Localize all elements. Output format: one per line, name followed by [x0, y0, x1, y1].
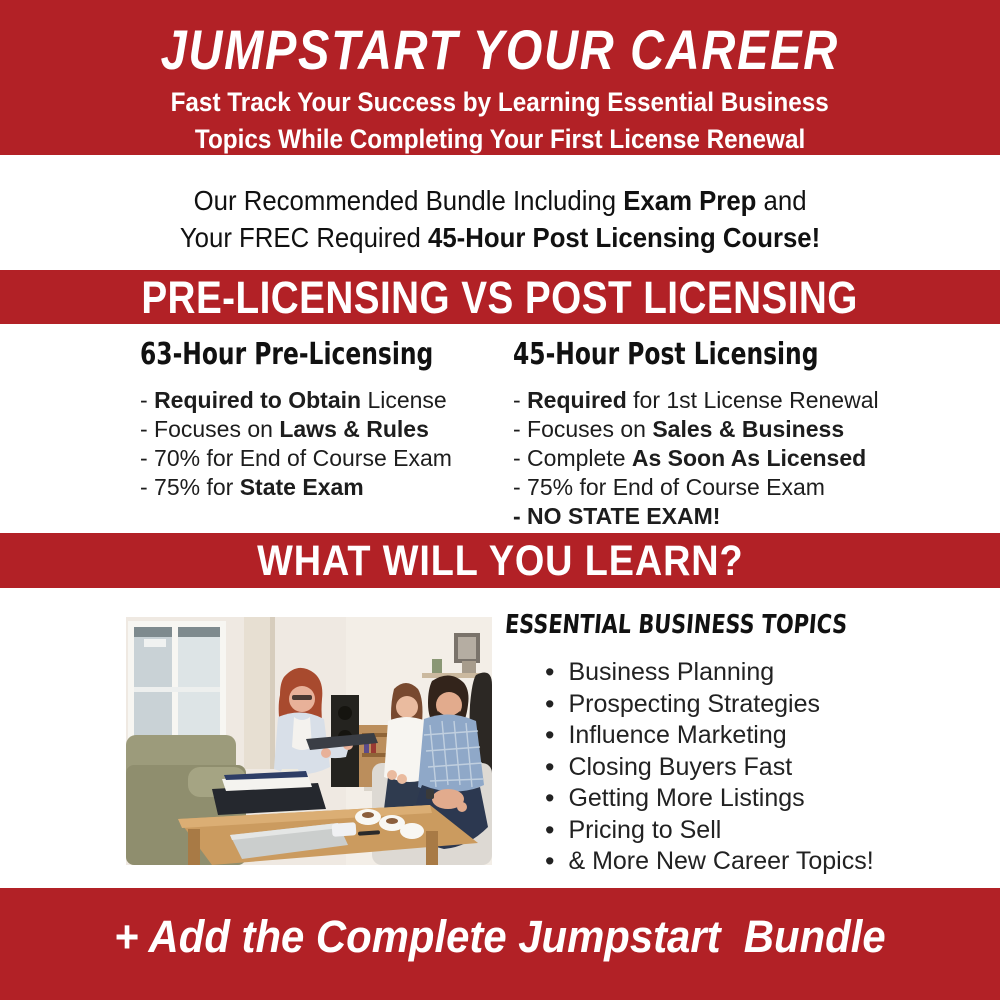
topic-item: • Prospecting Strategies	[545, 688, 985, 720]
post-licensing-heading: 45-Hour Post Licensing	[513, 337, 819, 372]
pre-licensing-list	[140, 386, 495, 502]
topics-list	[545, 656, 985, 877]
topic-item: • Influence Marketing	[545, 719, 985, 751]
bundle-line-1: Our Recommended Bundle Including Exam Prep and	[193, 185, 807, 216]
recommended-bundle-blurb	[0, 155, 1000, 270]
bundle-line-2: Your FREC Required 45-Hour Post Licensing Course!	[179, 222, 821, 253]
pre-licensing-item: - 75% for State Exam	[140, 474, 364, 500]
what-will-you-learn-banner: WHAT WILL YOU LEARN?	[0, 533, 1000, 588]
agent-meeting-photo	[126, 617, 492, 865]
post-licensing-list	[513, 386, 983, 531]
pre-licensing-heading: 63-Hour Pre-Licensing	[140, 337, 434, 372]
post-licensing-item: - Required for 1st License Renewal	[513, 387, 879, 413]
hero-title-text: JUMPSTART YOUR CAREER	[160, 18, 840, 81]
topic-item: • Closing Buyers Fast	[545, 751, 985, 783]
hero-banner	[0, 0, 1000, 155]
page-title	[0, 0, 1000, 82]
comparison-banner: PRE-LICENSING VS POST LICENSING	[0, 270, 1000, 324]
comparison-section	[0, 324, 1000, 533]
pre-licensing-item: - Required to Obtain License	[140, 387, 447, 413]
post-licensing-item: - NO STATE EXAM!	[513, 503, 721, 529]
essential-topics-block	[505, 610, 985, 877]
pre-licensing-item: - Focuses on Laws & Rules	[140, 416, 429, 442]
post-licensing-item: - 75% for End of Course Exam	[513, 474, 825, 500]
footer-cta-text: + Add the Complete Jumpstart Bundle	[114, 911, 886, 962]
topic-item: • Pricing to Sell	[545, 814, 985, 846]
hero-subtitle-line2: Topics While Completing Your First License Renewal	[194, 124, 806, 154]
post-licensing-item: - Complete As Soon As Licensed	[513, 445, 867, 471]
essential-topics-heading: ESSENTIAL BUSINESS TOPICS	[503, 610, 849, 640]
pre-licensing-column	[140, 337, 495, 502]
pre-licensing-item: - 70% for End of Course Exam	[140, 445, 452, 471]
pillar	[244, 617, 274, 769]
post-licensing-item: - Focuses on Sales & Business	[513, 416, 845, 442]
learn-section	[0, 588, 1000, 888]
topic-item: • Getting More Listings	[545, 782, 985, 814]
topic-item: • & More New Career Topics!	[545, 845, 985, 877]
post-licensing-column	[513, 337, 983, 531]
topic-item: • Business Planning	[545, 656, 985, 688]
hero-subtitle-line1: Fast Track Your Success by Learning Essential Business	[170, 87, 830, 117]
footer-cta-banner[interactable]	[0, 888, 1000, 1000]
pillar-shadow	[270, 617, 275, 769]
